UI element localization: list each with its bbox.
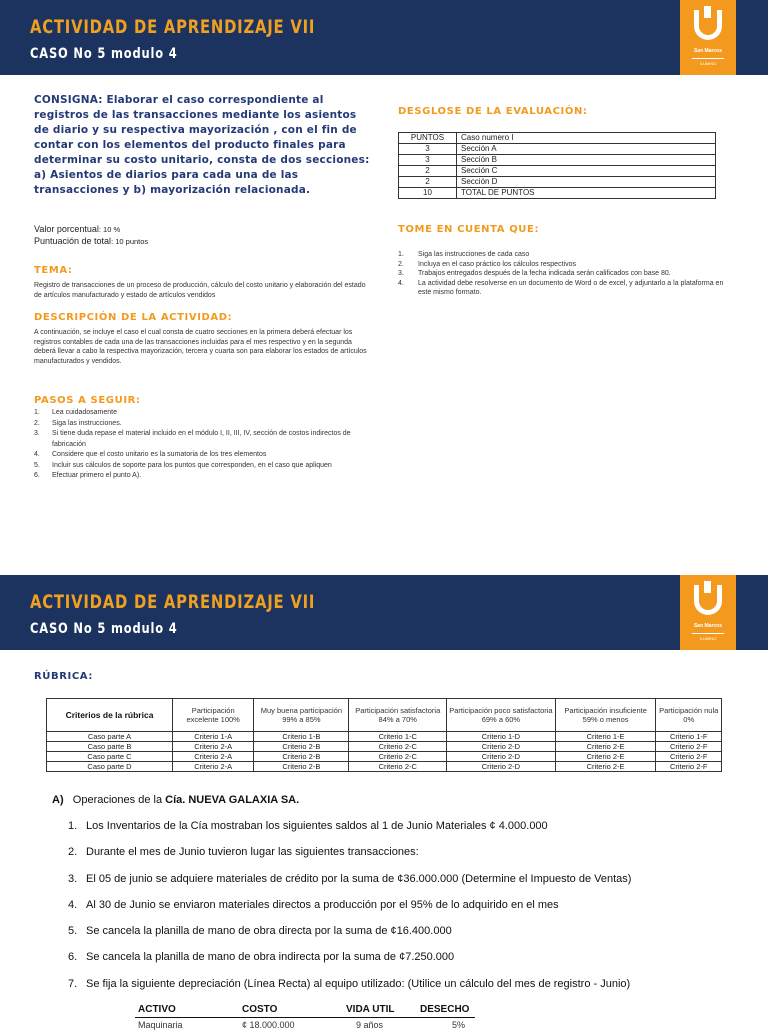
tema-text: Registro de transacciones de un proceso de producción, cálculo del costo unitario y elaboración del estado de artículos manufacturado y estado de artículos vendidos: [34, 282, 366, 299]
consigna-text: CONSIGNA: Elaborar el caso correspondiente al registros de las transacciones mediante los asientos de diario y su respectiva mayorización , con el fin de contar con los elementos del producto finales para determinar su costo unitario, consta de dos secciones: a) Asientos de diarios para cada una de las transacciones y b) mayorización relacionada.: [34, 94, 370, 196]
activity-title: ACTIVIDAD DE APRENDIZAJE VII: [30, 16, 316, 38]
table-row: Caso parte B Criterio 2-A Criterio 2-B Criterio 2-C Criterio 2-D Criterio 2-E Criterio 2-F: [47, 742, 722, 752]
list-item: 2. Durante el mes de Junio tuvieron lugar las siguientes transacciones:: [68, 846, 419, 859]
pasos-heading: PASOS A SEGUIR:: [34, 395, 141, 406]
list-item: 3. Trabajos entregados después de la fecha indicada serán calificados con base 80.: [398, 270, 671, 277]
operations-letter: A): [52, 794, 64, 806]
table-row: Caso parte A Criterio 1-A Criterio 1-B Criterio 1-C Criterio 1-D Criterio 1-E Criterio 1-F: [47, 732, 722, 742]
logo-brand-name: San Marcos: [693, 623, 723, 629]
puntuacion-value: : 10 puntos: [111, 237, 149, 246]
operations-list: [68, 820, 748, 1004]
list-item: 7. Se fija la siguiente depreciación (Línea Recta) al equipo utilizado: (Utilice un cálculo del mes de registro - Junio): [68, 977, 631, 990]
list-item: 2. Siga las instrucciones.: [34, 419, 122, 427]
logo-brand-sub: ILUMINO: [699, 636, 717, 641]
valor-value: : 10 %: [98, 225, 121, 234]
pasos-list: [34, 408, 354, 482]
puntuacion-label: Puntuación de total: [34, 236, 112, 246]
tome-list: [398, 250, 728, 298]
tema-heading: TEMA:: [34, 265, 73, 276]
rubric-table: [46, 698, 722, 772]
table-row: 10 TOTAL DE PUNTOS: [399, 188, 716, 199]
operations-intro: Operaciones de la: [72, 794, 163, 806]
logo-mark-icon: [704, 581, 711, 593]
list-item: 1. Los Inventarios de la Cía mostraban los siguientes saldos al 1 de Junio Materiales ¢ 4.000.000: [68, 820, 548, 832]
case-subtitle: CASO No 5 modulo 4: [30, 46, 178, 62]
table-row: PUNTOS Caso numero I: [399, 133, 716, 144]
table-row: 3 Sección B: [399, 155, 716, 166]
list-item: 4. Al 30 de Junio se enviaron materiales directos a producción por el 95% de lo adquirido en el mes: [68, 898, 559, 911]
table-row: Caso parte D Criterio 2-A Criterio 2-B Criterio 2-C Criterio 2-D Criterio 2-E Criterio 2-F: [47, 762, 722, 772]
asset-cell-desecho: 5%: [452, 1020, 466, 1030]
table-row: 3 Sección A: [399, 144, 716, 155]
asset-cell-costo: ¢ 18.000.000: [242, 1020, 295, 1030]
list-item: 4. La actividad debe resolverse en un documento de Word o de excel, y adjuntarlo a la plataforma en este mismo formato.: [398, 279, 724, 296]
operations-heading: [52, 794, 299, 806]
valor-porcentual: [34, 224, 120, 234]
table-row: 2 Sección D: [399, 177, 716, 188]
list-item: 4. Considere que el costo unitario es la sumatoria de los tres elementos: [34, 451, 267, 458]
table-row: 2 Sección C: [399, 166, 716, 177]
asset-cell-vida: 9 años: [356, 1020, 384, 1030]
logo-brand-sub: ILUMINO: [699, 61, 717, 66]
list-item: 6. Efectuar primero el punto A).: [34, 472, 142, 479]
list-item: 1. Lea cuidadosamente: [34, 409, 117, 416]
desglose-heading: DESGLOSE DE LA EVALUACIÓN:: [398, 106, 588, 117]
rubrica-heading: RÚBRICA:: [34, 671, 93, 682]
university-logo: [680, 575, 736, 650]
table-header-row: Criterios de la rúbrica Participación excelente 100% Muy buena participación 99% a 85% Participación satisfactoria 84% a 70% Participación poco satisfactoria 69% a 60% Participación insuficiente 59% o menos Participación nula 0%: [47, 699, 722, 732]
list-item: 5. Se cancela la planilla de mano de obra directa por la suma de ¢16.400.000: [68, 925, 452, 938]
logo-divider: [692, 58, 724, 59]
page-gap: [0, 545, 768, 575]
valor-label: Valor porcentual: [34, 224, 99, 234]
logo-divider: [692, 633, 724, 634]
asset-header-rule: [135, 1017, 475, 1018]
university-logo: [680, 0, 736, 75]
asset-header-costo: COSTO: [242, 1004, 278, 1015]
logo-brand-name: San Marcos: [693, 48, 723, 54]
case-subtitle: CASO No 5 modulo 4: [30, 621, 178, 637]
asset-cell-activo: Maquinaria: [138, 1020, 183, 1030]
descripcion-heading: DESCRIPCIÓN DE LA ACTIVIDAD:: [34, 312, 233, 323]
puntuacion-total: [34, 236, 148, 246]
activity-title: ACTIVIDAD DE APRENDIZAJE VII: [30, 591, 316, 613]
header-banner: [0, 0, 768, 75]
table-row: Caso parte C Criterio 2-A Criterio 2-B Criterio 2-C Criterio 2-D Criterio 2-E Criterio 2-F: [47, 752, 722, 762]
company-name: Cía. NUEVA GALAXIA SA.: [165, 794, 300, 806]
list-item: 6. Se cancela la planilla de mano de obra indirecta por la suma de ¢7.250.000: [68, 951, 455, 964]
document-page-2: [0, 575, 768, 1030]
list-item: 5. Incluir sus cálculos de soporte para los puntos que corresponden, en el caso que apliquen: [34, 461, 332, 469]
descripcion-text: A continuación, se incluye el caso el cual consta de cuatro secciones en la primera deberá efectuar los registros contables de cada una de las transacciones incluidas para el mes respectivo y en la segunda deberá llevar a cabo la respectiva mayorización, tercera y cuarta son para elaborar los estados de artículos manufacturados y vendidos.: [34, 329, 367, 365]
list-item: 1. Siga las instrucciones de cada caso: [398, 251, 530, 258]
list-item: 3. Si tiene duda repase el material incluido en el módulo I, II, III, IV, sección de costos indirectos de fabricación: [34, 430, 351, 448]
asset-header-activo: ACTIVO: [138, 1004, 176, 1015]
asset-header-vida: VIDA UTIL: [346, 1004, 395, 1015]
asset-header-desecho: DESECHO: [420, 1004, 470, 1015]
points-table: [398, 132, 716, 199]
tome-heading: TOME EN CUENTA QUE:: [398, 224, 540, 235]
list-item: 3. El 05 de junio se adquiere materiales de crédito por la suma de ¢36.000.000 (Determine el Impuesto de Ventas): [68, 872, 632, 885]
header-banner: [0, 575, 768, 650]
logo-mark-icon: [704, 6, 711, 18]
list-item: 2. Incluya en el caso práctico los cálculos respectivos: [398, 260, 576, 268]
